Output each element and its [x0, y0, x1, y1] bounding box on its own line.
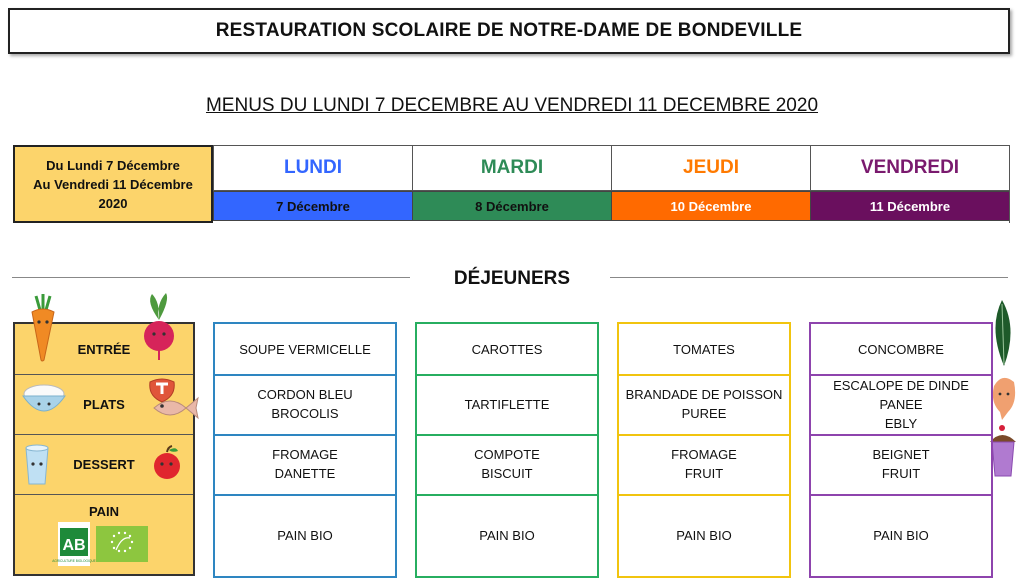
- menu-mardi-dessert: [417, 434, 597, 496]
- dish-line: BISCUIT: [481, 466, 533, 481]
- dish-line: ESCALOPE DE DINDE: [833, 377, 969, 393]
- menu-vendredi-dessert: [811, 434, 991, 496]
- dish-line: EBLY: [884, 415, 918, 431]
- ab-logo-icon: [52, 522, 96, 566]
- divider-left: [12, 277, 410, 278]
- page-title: RESTAURATION SCOLAIRE DE NOTRE-DAME DE BONDEVILLE: [8, 8, 1010, 54]
- dish-line: PAIN BIO: [676, 527, 732, 543]
- label-entree-text: ENTRÉE: [77, 341, 131, 357]
- dish-line: PAIN BIO: [873, 527, 929, 543]
- radish-icon: [140, 292, 178, 364]
- menu-column-vendredi: [809, 322, 993, 578]
- dish-line: SOUPE VERMICELLE: [239, 341, 371, 357]
- menu-lundi-dessert: [215, 434, 395, 496]
- date-mardi: 8 Décembre: [412, 191, 611, 221]
- label-dessert-text: DESSERT: [73, 456, 135, 472]
- menu-lundi-entree: [215, 324, 395, 376]
- section-title-dejeuners: DÉJEUNERS: [453, 268, 571, 289]
- day-header-row: [213, 145, 1010, 223]
- menu-column-jeudi: [617, 322, 791, 578]
- rice-bowl-icon: [20, 382, 68, 418]
- dish-line: FROMAGE: [671, 447, 737, 462]
- menu-period-subtitle: MENUS DU LUNDI 7 DECEMBRE AU VENDREDI 11 DECEMBRE 2020: [205, 95, 819, 116]
- day-header-jeudi: JEUDI: [611, 145, 810, 191]
- ab-logo-caption: AGRICULTURE BIOLOGIQUE: [52, 559, 96, 563]
- dish-line: PANEE: [879, 396, 923, 412]
- dish-line: BRANDADE DE POISSON: [625, 387, 783, 402]
- day-header-lundi: LUNDI: [213, 145, 412, 191]
- menu-vendredi-pain: [811, 494, 991, 576]
- date-range-line-3: 2020: [98, 195, 128, 211]
- apple-icon: [150, 446, 184, 480]
- menu-vendredi-plats: [811, 374, 991, 436]
- menu-lundi-pain: [215, 494, 395, 576]
- menu-lundi-plats: [215, 374, 395, 436]
- menu-mardi-plats: [417, 374, 597, 436]
- dish-line: PUREE: [681, 406, 727, 421]
- dish-line: TOMATES: [673, 341, 735, 357]
- menu-jeudi-entree: [619, 324, 789, 376]
- date-range-box: [13, 145, 213, 223]
- divider-right: [610, 277, 1008, 278]
- menu-jeudi-pain: [619, 494, 789, 576]
- dish-line: PAIN BIO: [277, 527, 333, 543]
- menu-column-mardi: [415, 322, 599, 578]
- menu-mardi-entree: [417, 324, 597, 376]
- date-lundi: 7 Décembre: [213, 191, 412, 221]
- day-header-mardi: MARDI: [412, 145, 611, 191]
- dish-line: COMPOTE: [474, 447, 540, 462]
- dish-line: TARTIFLETTE: [464, 396, 550, 412]
- dish-line: FRUIT: [684, 466, 724, 481]
- dish-line: BROCOLIS: [271, 406, 339, 421]
- dish-line: FROMAGE: [272, 447, 338, 462]
- label-plats-text: PLATS: [83, 396, 125, 412]
- dish-line: CONCOMBRE: [858, 341, 944, 357]
- menu-jeudi-dessert: [619, 434, 789, 496]
- carrot-icon: [26, 292, 60, 364]
- menu-vendredi-entree: [811, 324, 991, 376]
- day-header-vendredi: VENDREDI: [810, 145, 1009, 191]
- dish-line: FRUIT: [881, 466, 921, 481]
- menu-jeudi-plats: [619, 374, 789, 436]
- dish-line: CORDON BLEU: [257, 387, 353, 402]
- date-jeudi: 10 Décembre: [611, 191, 810, 221]
- label-pain-text: PAIN: [88, 504, 120, 519]
- fish-icon: [150, 390, 200, 426]
- menu-mardi-pain: [417, 494, 597, 576]
- date-vendredi: 11 Décembre: [810, 191, 1009, 221]
- yogurt-icon: [20, 440, 54, 486]
- eu-organic-logo-icon: [96, 526, 148, 562]
- dish-line: BEIGNET: [872, 447, 930, 462]
- dish-line: CAROTTES: [471, 341, 543, 357]
- dish-line: PAIN BIO: [479, 527, 535, 543]
- date-range-line-2: Au Vendredi 11 Décembre: [33, 176, 193, 192]
- date-range-line-1: Du Lundi 7 Décembre: [46, 157, 180, 173]
- dish-line: DANETTE: [274, 466, 336, 481]
- ab-logo-text: AB: [62, 537, 86, 554]
- menu-column-lundi: [213, 322, 397, 578]
